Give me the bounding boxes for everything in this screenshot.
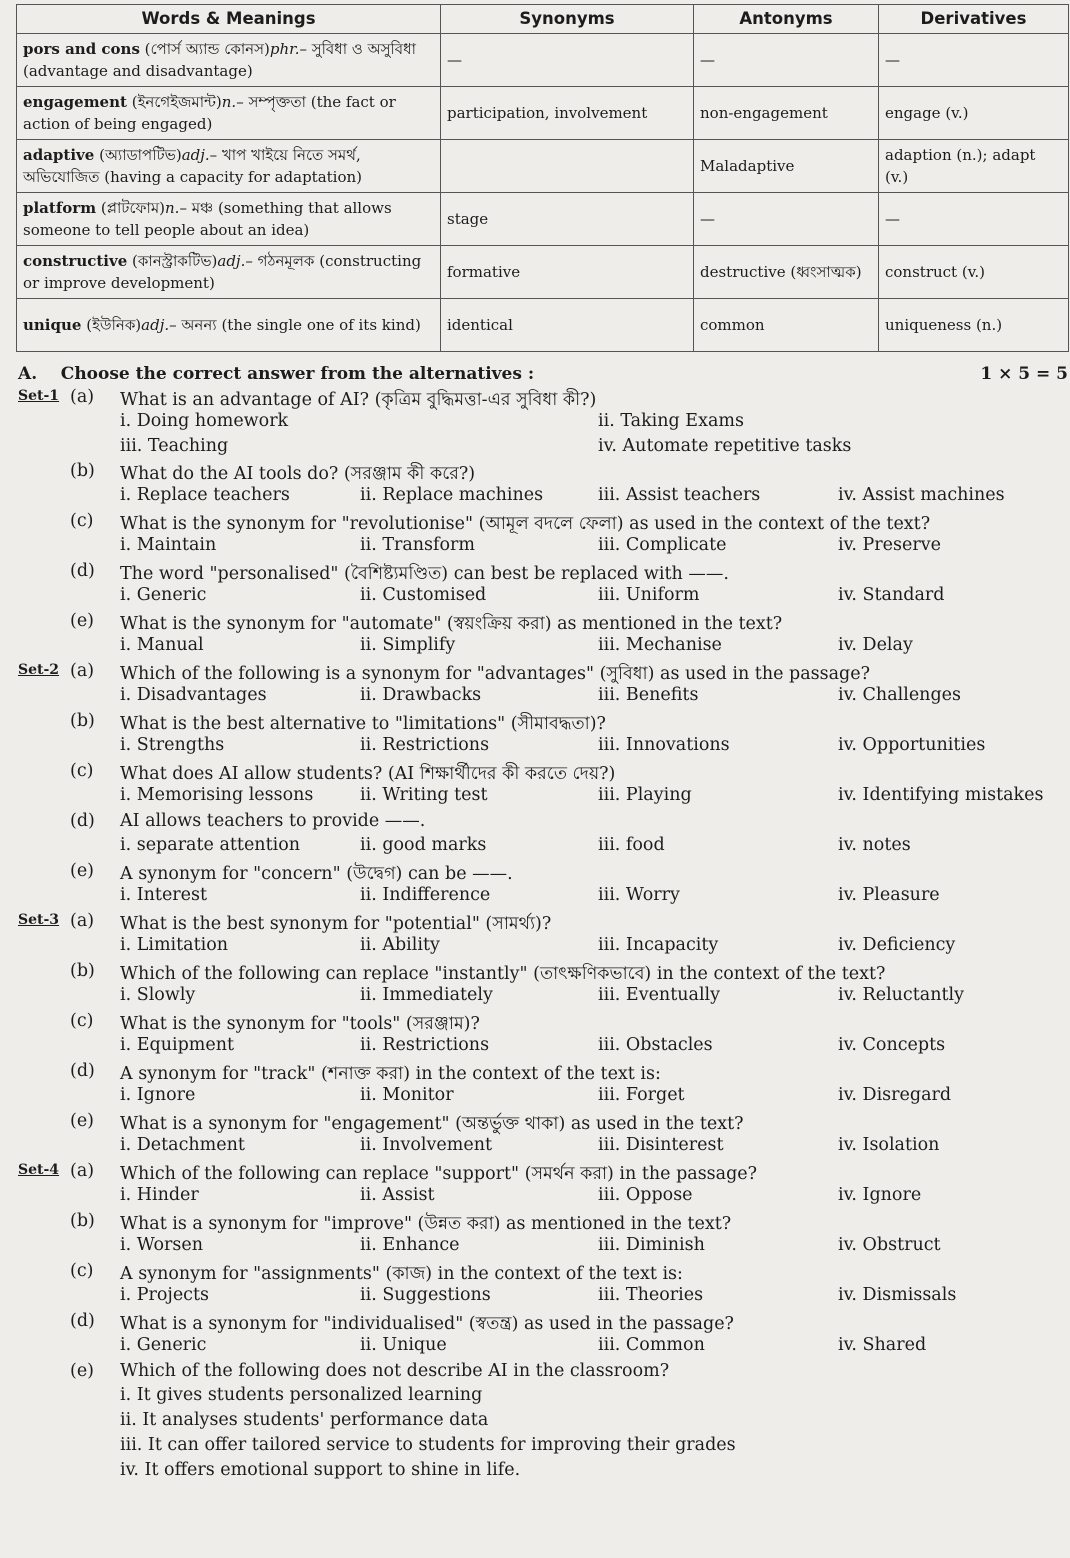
question-label: (d) — [70, 1311, 95, 1331]
question-text: The word "personalised" (বৈশিষ্ট্যমণ্ডিত) can best be replaced with ——. — [120, 564, 729, 584]
question-label: (d) — [70, 811, 95, 831]
vocabulary-table — [16, 4, 1069, 352]
question-text: Which of the following is a synonym for "advantages" (সুবিধা) as used in the passage? — [120, 664, 870, 684]
option: iii. Common — [598, 1335, 705, 1355]
option: iii. Theories — [598, 1285, 704, 1305]
section-heading — [18, 364, 1068, 384]
question — [18, 1061, 1070, 1111]
question-label: (c) — [70, 761, 94, 781]
option: iii. Eventually — [598, 985, 721, 1005]
option: iii. Worry — [598, 885, 680, 905]
option: i. Maintain — [120, 535, 217, 555]
table-row — [17, 87, 1069, 140]
option: ii. Customised — [360, 585, 487, 605]
word: platform — [23, 198, 97, 217]
bangla-meaning: – খাপ খাইয়ে নিতে সমর্থ, অভিযোজিত — [23, 145, 361, 186]
synonym-cell: participation, involvement — [441, 87, 694, 140]
table-row — [17, 34, 1069, 87]
option: iv. Assist machines — [838, 485, 1005, 505]
option: ii. Indifference — [360, 885, 491, 905]
section-title: Choose the correct answer from the alternatives : — [60, 364, 535, 384]
option: ii. Drawbacks — [360, 685, 482, 705]
option: iii. Diminish — [598, 1235, 705, 1255]
derivative-cell: adaption (n.); adapt (v.) — [879, 140, 1069, 193]
question — [18, 1111, 1070, 1161]
option: i. Detachment — [120, 1135, 245, 1155]
english-gloss: (something that allows someone to tell people about an idea) — [23, 198, 392, 239]
table-row — [17, 140, 1069, 193]
question-text: Which of the following does not describe AI in the classroom? — [120, 1361, 670, 1381]
bangla-meaning: – গঠনমূলক — [245, 251, 315, 270]
option: i. Equipment — [120, 1035, 235, 1055]
word-meaning-cell — [17, 299, 441, 352]
option: iv. Isolation — [838, 1135, 940, 1155]
question-text: What does AI allow students? (AI শিক্ষার্থীদের কী করতে দেয়?) — [120, 764, 616, 784]
word: adaptive — [23, 145, 95, 164]
question-text: What do the AI tools do? (সরঞ্জাম কী করে?) — [120, 464, 476, 484]
english-gloss: (the single one of its kind) — [221, 315, 421, 334]
synonym-cell: formative — [441, 246, 694, 299]
table-row — [17, 193, 1069, 246]
option: i. Slowly — [120, 985, 196, 1005]
antonym-cell: destructive (ধ্বংসাত্মক) — [694, 246, 879, 299]
option: i. Generic — [120, 1335, 207, 1355]
header-derivatives: Derivatives — [879, 5, 1069, 34]
option: iv. Standard — [838, 585, 945, 605]
option: ii. Writing test — [360, 785, 488, 805]
option: iv. Deficiency — [838, 935, 956, 955]
antonym-cell: common — [694, 299, 879, 352]
question-text: What is a synonym for "engagement" (অন্তর্ভুক্ত থাকা) as used in the text? — [120, 1114, 744, 1134]
option: iv. Concepts — [838, 1035, 946, 1055]
option: iii. Forget — [598, 1085, 685, 1105]
option: iii. Benefits — [598, 685, 699, 705]
question — [18, 711, 1070, 761]
question-label: (a) — [70, 1161, 95, 1181]
derivative-cell: uniqueness (n.) — [879, 299, 1069, 352]
option: i. Worsen — [120, 1235, 204, 1255]
word-meaning-cell — [17, 87, 441, 140]
set-label: Set-3 — [18, 912, 60, 928]
option: ii. Monitor — [360, 1085, 454, 1105]
option: iii. Mechanise — [598, 635, 722, 655]
question — [18, 861, 1070, 911]
word: constructive — [23, 251, 128, 270]
synonym-cell: identical — [441, 299, 694, 352]
pronunciation: (ইনগেইজমান্ট) — [131, 92, 222, 111]
question-text: A synonym for "assignments" (কাজ) in the context of the text is: — [120, 1264, 683, 1284]
option: iii. Oppose — [598, 1185, 693, 1205]
synonym-cell: stage — [441, 193, 694, 246]
question-text: What is the best alternative to "limitations" (সীমাবদ্ধতা)? — [120, 714, 606, 734]
part-of-speech: adj. — [217, 251, 246, 270]
option: ii. Ability — [360, 935, 440, 955]
option: iv. It offers emotional support to shine in life. — [120, 1460, 521, 1480]
option: iii. Incapacity — [598, 935, 719, 955]
table-row — [17, 246, 1069, 299]
question — [18, 1161, 1070, 1211]
option: ii. Transform — [360, 535, 476, 555]
option: i. Ignore — [120, 1085, 196, 1105]
option: iii. Complicate — [598, 535, 727, 555]
antonym-cell: — — [694, 193, 879, 246]
option: iv. Opportunities — [838, 735, 986, 755]
part-of-speech: phr. — [269, 39, 300, 58]
bangla-meaning: – সুবিধা ও অসুবিধা — [299, 39, 416, 58]
bangla-meaning: – মঞ্চ — [179, 198, 214, 217]
option: iii. Uniform — [598, 585, 700, 605]
section-label: A. — [18, 364, 38, 384]
table-header-row — [17, 5, 1069, 34]
option: i. Interest — [120, 885, 208, 905]
question — [18, 761, 1070, 811]
question-label: (a) — [70, 911, 95, 931]
option: ii. Suggestions — [360, 1285, 491, 1305]
question-label: (b) — [70, 461, 95, 481]
option: iv. Obstruct — [838, 1235, 941, 1255]
option: ii. Replace machines — [360, 485, 544, 505]
option: ii. Involvement — [360, 1135, 493, 1155]
question-text: What is the synonym for "tools" (সরঞ্জাম)? — [120, 1014, 480, 1034]
pronunciation: (কানস্ট্রাকটিভ) — [132, 251, 218, 270]
derivative-cell: — — [879, 193, 1069, 246]
derivative-cell: — — [879, 34, 1069, 87]
option: iii. Innovations — [598, 735, 730, 755]
set-label: Set-4 — [18, 1162, 60, 1178]
table-row — [17, 299, 1069, 352]
antonym-cell: — — [694, 34, 879, 87]
option: ii. It analyses students' performance data — [120, 1410, 489, 1430]
question-label: (d) — [70, 1061, 95, 1081]
option: iii. Teaching — [120, 436, 229, 456]
question-text: AI allows teachers to provide ——. — [120, 811, 426, 831]
question-label: (c) — [70, 511, 94, 531]
header-antonyms: Antonyms — [694, 5, 879, 34]
option: i. Projects — [120, 1285, 209, 1305]
option: iv. Identifying mistakes — [838, 785, 1044, 805]
question — [18, 611, 1070, 661]
question-text: Which of the following can replace "instantly" (তাৎক্ষণিকভাবে) in the context of the text? — [120, 964, 886, 984]
option: iv. Dismissals — [838, 1285, 957, 1305]
synonym-cell: — — [441, 34, 694, 87]
option: iv. Challenges — [838, 685, 961, 705]
option: iv. Delay — [838, 635, 913, 655]
question-text: What is the synonym for "automate" (স্বয়ংক্রিয় করা) as mentioned in the text? — [120, 614, 783, 634]
option: i. It gives students personalized learning — [120, 1385, 483, 1405]
word-meaning-cell — [17, 34, 441, 87]
option: i. Disadvantages — [120, 685, 267, 705]
question — [18, 1311, 1070, 1361]
option: i. Manual — [120, 635, 204, 655]
option: iii. Assist teachers — [598, 485, 761, 505]
derivative-cell: construct (v.) — [879, 246, 1069, 299]
question-label: (e) — [70, 611, 95, 631]
option: i. Hinder — [120, 1185, 199, 1205]
question-text: What is a synonym for "individualised" (স্বতন্ত্র) as used in the passage? — [120, 1314, 734, 1334]
question — [18, 561, 1070, 611]
question-text: What is a synonym for "improve" (উন্নত করা) as mentioned in the text? — [120, 1214, 732, 1234]
section-marks: 1 × 5 = 5 — [980, 364, 1068, 384]
option: iii. food — [598, 835, 665, 855]
question-label: (b) — [70, 961, 95, 981]
word: engagement — [23, 92, 127, 111]
question-label: (e) — [70, 1111, 95, 1131]
pronunciation: (অ্যাডাপটিভ) — [99, 145, 182, 164]
bangla-meaning: – সম্পৃক্ততা — [236, 92, 306, 111]
word-meaning-cell — [17, 246, 441, 299]
question — [18, 1261, 1070, 1311]
option: iii. Obstacles — [598, 1035, 713, 1055]
question-label: (c) — [70, 1011, 94, 1031]
question-text: What is the synonym for "revolutionise" (আমূল বদলে ফেলা) as used in the context of the text? — [120, 514, 931, 534]
question-label: (e) — [70, 1361, 95, 1381]
part-of-speech: n. — [165, 198, 180, 217]
option: i. Replace teachers — [120, 485, 290, 505]
header-synonyms: Synonyms — [441, 5, 694, 34]
option: iv. notes — [838, 835, 911, 855]
option: ii. Simplify — [360, 635, 456, 655]
english-gloss: (having a capacity for adaptation) — [104, 168, 363, 186]
word: pors and cons — [23, 39, 140, 58]
set-label: Set-2 — [18, 662, 60, 678]
part-of-speech: adj. — [141, 315, 170, 334]
synonym-cell — [441, 140, 694, 193]
option: ii. Enhance — [360, 1235, 460, 1255]
option: iv. Preserve — [838, 535, 941, 555]
question-label: (a) — [70, 387, 95, 407]
option: ii. Assist — [360, 1185, 435, 1205]
english-gloss: (the fact or action of being engaged) — [23, 92, 396, 133]
question — [18, 661, 1070, 711]
option: i. separate attention — [120, 835, 301, 855]
question — [18, 911, 1070, 961]
option: i. Generic — [120, 585, 207, 605]
option: iv. Reluctantly — [838, 985, 964, 1005]
part-of-speech: n. — [221, 92, 237, 111]
question — [18, 387, 1070, 461]
antonym-cell: non-engagement — [694, 87, 879, 140]
option: ii. Taking Exams — [598, 411, 744, 431]
question-label: (a) — [70, 661, 95, 681]
pronunciation: (প্লাটফোম) — [100, 198, 165, 217]
pronunciation: (পোৰ্স অ্যান্ড কোনস) — [144, 39, 270, 58]
option: ii. Immediately — [360, 985, 493, 1005]
option: i. Limitation — [120, 935, 229, 955]
option: ii. good marks — [360, 835, 487, 855]
question-text: A synonym for "track" (শনাক্ত করা) in the context of the text is: — [120, 1064, 661, 1084]
question-label: (b) — [70, 1211, 95, 1231]
question-label: (e) — [70, 861, 95, 881]
set-label: Set-1 — [18, 388, 60, 404]
option: iii. It can offer tailored service to students for improving their grades — [120, 1435, 736, 1455]
question — [18, 811, 1070, 861]
question-label: (b) — [70, 711, 95, 731]
option: i. Memorising lessons — [120, 785, 314, 805]
question-text: Which of the following can replace "support" (সমর্থন করা) in the passage? — [120, 1164, 758, 1184]
option: iv. Automate repetitive tasks — [598, 436, 852, 456]
question-list — [18, 387, 1070, 1485]
question-label: (d) — [70, 561, 95, 581]
derivative-cell: engage (v.) — [879, 87, 1069, 140]
question — [18, 1211, 1070, 1261]
option: ii. Unique — [360, 1335, 447, 1355]
option: i. Strengths — [120, 735, 225, 755]
option: iv. Pleasure — [838, 885, 940, 905]
pronunciation: (ইউনিক) — [86, 315, 142, 334]
question — [18, 961, 1070, 1011]
antonym-cell: Maladaptive — [694, 140, 879, 193]
option: ii. Restrictions — [360, 735, 490, 755]
header-words: Words & Meanings — [17, 5, 441, 34]
question — [18, 461, 1070, 511]
part-of-speech: adj. — [181, 145, 210, 164]
question — [18, 511, 1070, 561]
question-text: What is an advantage of AI? (কৃত্রিম বুদ্ধিমত্তা-এর সুবিধা কী?) — [120, 390, 597, 410]
option: iii. Playing — [598, 785, 692, 805]
question-text: A synonym for "concern" (উদ্বেগ) can be ——. — [120, 864, 513, 884]
question — [18, 1361, 1070, 1485]
option: iv. Shared — [838, 1335, 927, 1355]
option: iv. Disregard — [838, 1085, 952, 1105]
question — [18, 1011, 1070, 1061]
english-gloss: (constructing or improve development) — [23, 251, 422, 292]
word: unique — [23, 315, 82, 334]
option: iii. Disinterest — [598, 1135, 724, 1155]
question-label: (c) — [70, 1261, 94, 1281]
option: ii. Restrictions — [360, 1035, 490, 1055]
bangla-meaning: – অনন্য — [169, 315, 217, 334]
option: iv. Ignore — [838, 1185, 922, 1205]
word-meaning-cell — [17, 140, 441, 193]
question-text: What is the best synonym for "potential" (সামর্থ্য)? — [120, 914, 552, 934]
option: i. Doing homework — [120, 411, 289, 431]
english-gloss: (advantage and disadvantage) — [23, 62, 253, 80]
word-meaning-cell — [17, 193, 441, 246]
